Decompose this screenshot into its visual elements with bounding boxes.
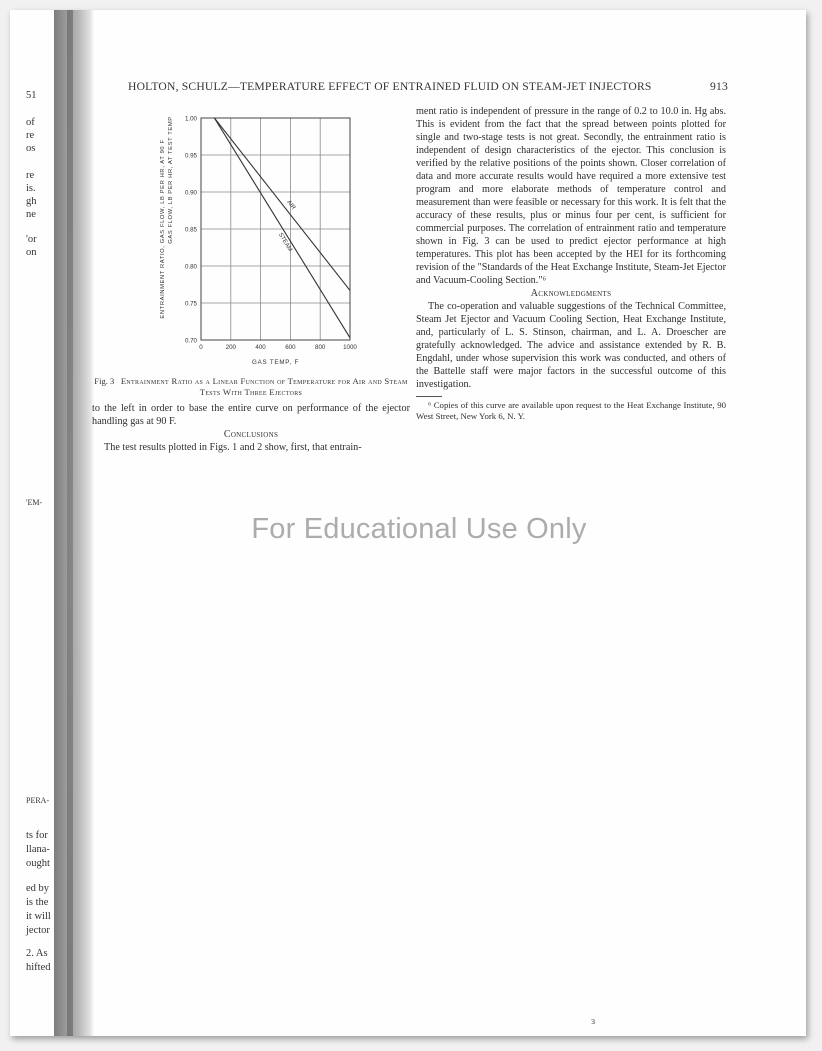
right-paragraph-1: ment ratio is independent of pressure in the range of 0.2 to 10.0 in. Hg abs. This is evident from the fact that the spread between points plotted for single and two-stage tests is not great. Secondly, the entrainment ratio is independent of design characteristics of the ejector. This conclusion is verified by the relative positions of the points shown. Closer correlation of data and more accurate results would have required a more extensive test program and more elaborate methods of temperature control and measurement than were feasible or necessary for this work. It is felt that the accuracy of these results, plus or minus four per cent, is sufficient for commercial purposes. The correlation of entrainment ratio and temperature shown in Fig. 3 can be used to predict ejector performance at high temperatures. This plot has been accepted by the HEI for its forthcoming revision of the "Standards of the Heat Exchange Institute, Steam-Jet Ejector and Vacuum-Cooling Section."⁶: [416, 106, 726, 286]
section-heading-conclusions: Conclusions: [223, 429, 279, 440]
edge-fragment: PERA-: [26, 796, 50, 805]
bottom-mark: ɜ: [591, 1016, 596, 1027]
edge-fragment: is the: [26, 897, 49, 908]
x-tick-label: 200: [225, 344, 236, 351]
left-column: [92, 402, 410, 454]
x-tick-label: 400: [255, 344, 266, 351]
caption-lead: Fig. 3: [94, 376, 115, 386]
edge-fragment: 'or: [26, 234, 37, 245]
right-paragraph-2: The co-operation and valuable suggestions of the Technical Committee, Steam Jet Ejector and Vacuum Cooling Section, Heat Exchange Institute, and, particularly of L. S. Stinson, chairman, and L. A. Droescher are gratefully acknowledged. The advice and assistance extended by R. B. Engdahl, under whose supervision this work was conducted, and others of the Battelle staff were major factors in the successful outcome of this investigation.: [416, 301, 726, 390]
watermark: For Educational Use Only: [251, 513, 587, 545]
x-tick-label: 0: [199, 344, 203, 351]
running-header: [128, 80, 728, 93]
y-axis-label: GAS FLOW, LB PER HR, AT TEST TEMP: [168, 116, 174, 244]
edge-fragment: is.: [26, 183, 36, 194]
y-tick-label: 0.75: [184, 300, 197, 308]
footnote: ⁶ Copies of this curve are available upon request to the Heat Exchange Institute, 90 West Street, New York 6, N. Y.: [416, 400, 726, 421]
x-axis-label: GAS TEMP, F: [251, 359, 300, 366]
edge-fragment: llana-: [26, 844, 50, 855]
y-tick-label: 0.95: [184, 152, 197, 160]
x-tick-label: 600: [285, 344, 296, 351]
edge-fragment: 'EM-: [26, 498, 43, 507]
series-line-steam: [214, 118, 350, 338]
edge-fragment: ne: [26, 209, 36, 220]
y-tick-label: 0.90: [184, 189, 197, 197]
y-tick-label: 0.85: [184, 226, 197, 234]
edge-fragment: ts for: [26, 830, 48, 841]
edge-fragment: 2. As: [26, 948, 48, 959]
edge-fragment: on: [26, 247, 37, 258]
edge-fragment: 51: [26, 90, 37, 101]
y-axis-label: ENTRAINMENT RATIO, GAS FLOW, LB PER HR, AT 90 F: [160, 139, 166, 319]
figure-3-chart: [150, 106, 360, 366]
footnote-rule: [416, 396, 442, 397]
chart-svg: [150, 106, 360, 366]
x-tick-label: 1000: [343, 344, 357, 351]
edge-fragment: hifted: [26, 962, 51, 973]
y-tick-label: 0.80: [184, 263, 197, 271]
y-tick-label: 0.70: [184, 337, 197, 345]
edge-fragment: re: [26, 170, 35, 181]
edge-fragment: ought: [26, 858, 50, 869]
edge-fragment: jector: [26, 925, 50, 936]
series-label-steam: STEAM: [276, 232, 293, 253]
edge-fragment: of: [26, 117, 35, 128]
x-tick-label: 800: [315, 344, 326, 351]
left-paragraph-2: The test results plotted in Figs. 1 and 2 show, first, that entrain-: [104, 442, 362, 453]
series-label-air: AIR: [285, 199, 297, 212]
y-tick-label: 1.00: [184, 115, 197, 123]
series-line-air: [214, 118, 350, 290]
scanned-page: [10, 10, 806, 1036]
section-heading-acknowledgments: Acknowledgments: [530, 288, 612, 299]
edge-fragment: it will: [26, 911, 51, 922]
left-paragraph-1: to the left in order to base the entire curve on performance of the ejector handling gas at 90 F.: [92, 403, 410, 427]
figure-caption: [92, 376, 410, 398]
edge-fragment: re: [26, 130, 35, 141]
running-title: HOLTON, SCHULZ—TEMPERATURE EFFECT OF ENTRAINED FLUID ON STEAM-JET INJECTORS: [128, 80, 652, 93]
edge-fragment: ed by: [26, 883, 50, 894]
right-column: [416, 105, 726, 422]
page-number: 913: [710, 80, 728, 93]
edge-fragment: os: [26, 143, 36, 154]
edge-fragment: gh: [26, 196, 37, 207]
caption-text: Entrainment Ratio as a Linear Function of Temperature for Air and Steam Tests With Three Ejectors: [120, 376, 408, 397]
